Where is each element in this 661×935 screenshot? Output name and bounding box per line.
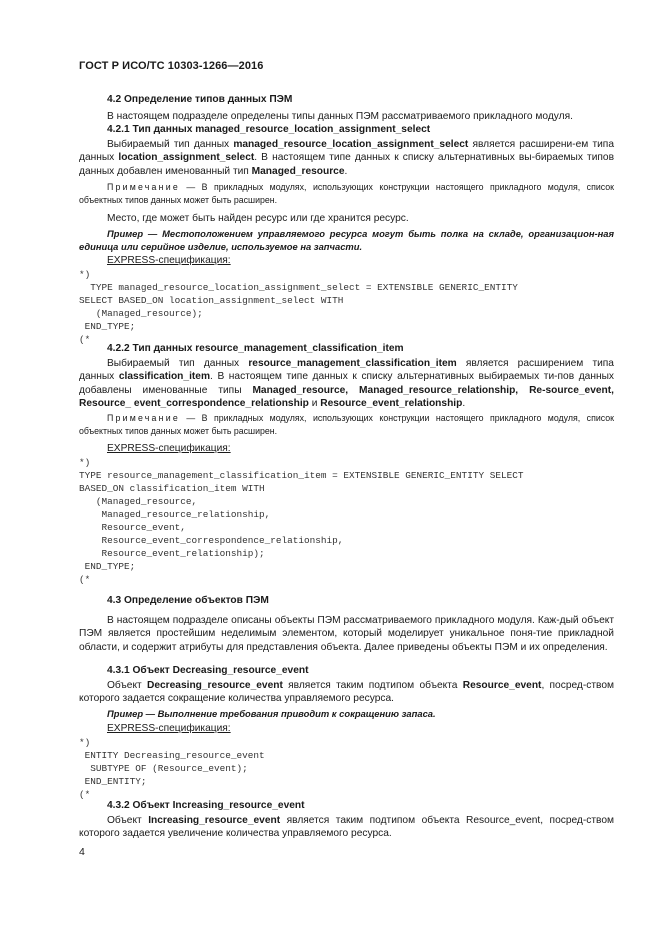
section-heading-4-2-2: 4.2.2 Тип данных resource_management_classification_item <box>107 343 404 354</box>
section-4-3-2-paragraph: Объект Increasing_resource_event является таким подтипом объекта Resource_event, посред-ством которого задается увеличение количества управляемого ресурса. <box>79 815 614 840</box>
section-heading-4-3: 4.3 Определение объектов ПЭМ <box>107 595 269 606</box>
section-4-2-intro: В настоящем подразделе определены типы данных ПЭМ рассматриваемого прикладного модуля. <box>107 111 573 122</box>
express-code-4-3-1: *) ENTITY Decreasing_resource_event SUBTYPE OF (Resource_event); END_ENTITY; (* <box>79 737 265 800</box>
express-label-4-2-1: EXPRESS-спецификация: <box>107 255 231 266</box>
page-number: 4 <box>79 846 85 858</box>
section-heading-4-3-2: 4.3.2 Объект Increasing_resource_event <box>107 800 305 811</box>
express-code-4-2-2: *) TYPE resource_management_classification_item = EXTENSIBLE GENERIC_ENTITY SELECT BASED_ON classification_item WITH (Managed_resource, Managed_resource_relationship, Resource_event, Resource_event_correspondence_relationship, Resource_event_relationship); END_TYPE; (* <box>79 457 524 585</box>
section-4-2-1-location-text: Место, где может быть найден ресурс или где хранится ресурс. <box>107 213 409 224</box>
note-4-2-2: Примечание — В прикладных модулях, использующих конструкции настоящего прикладного модуля, список объектных типов данных может быть расширен. <box>79 413 614 436</box>
section-4-2-2-paragraph: Выбираемый тип данных resource_management_classification_item является расширением типа данных classification_item. В настоящем типе данных к списку альтернативных выбираемых ти-пов данных добавлены именованные типы Managed_resource, Managed_resource_relationship, Re-source_event, Resource_ event_correspondence_relationship и Resource_event_relationship. <box>79 358 614 410</box>
section-4-2-1-paragraph: Выбираемый тип данных managed_resource_location_assignment_select является расширени-ем типа данных location_assignment_select. В настоящем типе данных к списку альтернативных вы-бираемых типов данных добавлен именованный тип Managed_resource. <box>79 139 614 177</box>
section-4-3-intro: В настоящем подразделе описаны объекты ПЭМ рассматриваемого прикладного модуля. Каж-дый объект ПЭМ является простейшим неделимым элементом, который моделирует уникальное поня-тие прикладной области, и содержит атрибуты для представления объекта. Далее приведены объекты ПЭМ и их определения. <box>79 615 614 653</box>
example-4-3-1: Пример — Выполнение требования приводит к сокращению запаса. <box>107 708 436 719</box>
section-4-3-1-paragraph: Объект Decreasing_resource_event является таким подтипом объекта Resource_event, посред-ством которого задается сокращение количества управляемого ресурса. <box>79 680 614 705</box>
section-heading-4-2: 4.2 Определение типов данных ПЭМ <box>107 94 293 105</box>
express-code-4-2-1: *) TYPE managed_resource_location_assignment_select = EXTENSIBLE GENERIC_ENTITY SELECT BASED_ON location_assignment_select WITH (Managed_resource); END_TYPE; (* <box>79 269 518 345</box>
section-heading-4-2-1: 4.2.1 Тип данных managed_resource_location_assignment_select <box>107 124 431 135</box>
document-header: ГОСТ Р ИСО/ТС 10303-1266—2016 <box>79 60 264 72</box>
express-label-4-3-1: EXPRESS-спецификация: <box>107 723 231 734</box>
example-4-2-1: Пример — Местоположением управляемого ресурса могут быть полка на складе, организацион-ная единица или серийное изделие, используемое на запчасти. <box>79 228 614 253</box>
express-label-4-2-2: EXPRESS-спецификация: <box>107 443 231 454</box>
note-4-2-1: Примечание — В прикладных модулях, использующих конструкции настоящего прикладного модуля, список объектных типов данных может быть расширен. <box>79 182 614 205</box>
section-heading-4-3-1: 4.3.1 Объект Decreasing_resource_event <box>107 665 309 676</box>
